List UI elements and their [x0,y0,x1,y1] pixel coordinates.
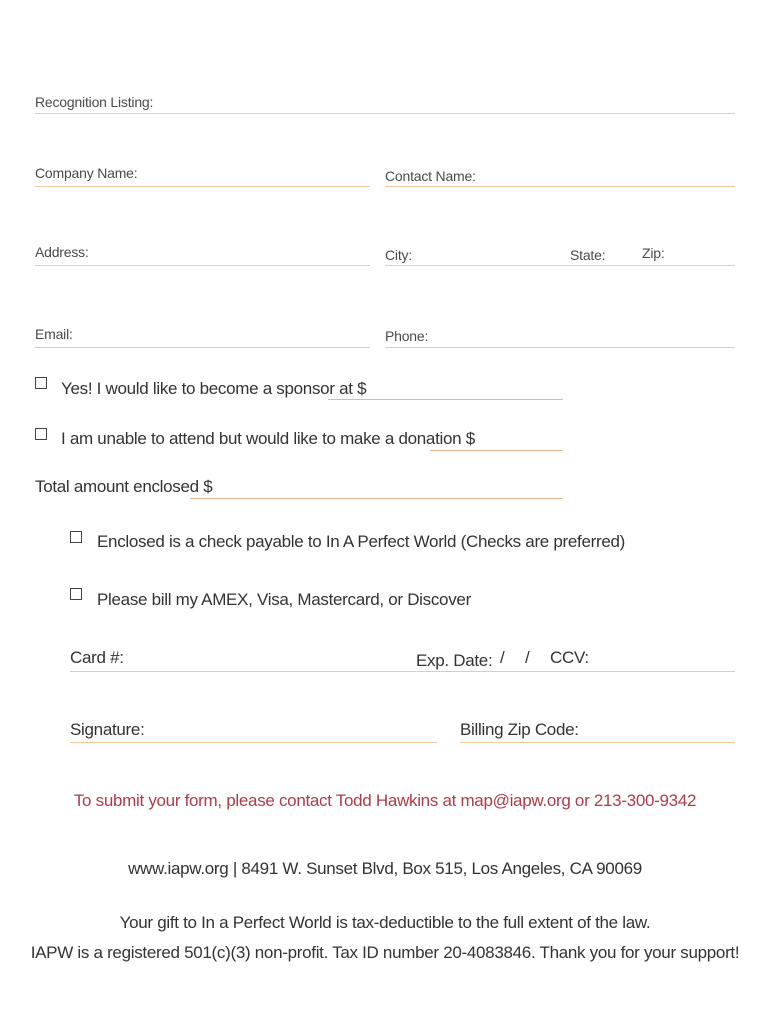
email-underline [35,347,370,348]
total-amount-input[interactable] [193,479,563,497]
check-label: Enclosed is a check payable to In A Perfect World (Checks are preferred) [97,532,626,551]
contact-name-label: Contact Name: [385,168,476,184]
nonprofit-line: IAPW is a registered 501(c)(3) non-profit. Tax ID number 20-4083846. Thank you for your support! [30,943,740,962]
email-input[interactable] [80,326,365,344]
donation-checkbox[interactable] [35,428,47,440]
address-line: www.iapw.org | 8491 W. Sunset Blvd, Box 515, Los Angeles, CA 90069 [128,859,642,878]
phone-underline [385,347,735,348]
email-label: Email: [35,326,73,342]
donation-label: I am unable to attend but would like to make a donation $ [61,429,475,448]
state-input[interactable] [605,246,637,264]
signature-underline [70,742,437,743]
company-name-underline [35,186,370,187]
billing-zip-underline [460,742,735,743]
recognition-listing-input[interactable] [145,94,735,112]
sponsor-amount-input[interactable] [330,380,563,398]
bill-card-checkbox[interactable] [70,588,82,600]
company-name-input[interactable] [130,165,365,183]
recognition-listing-label: Recognition Listing: [35,94,154,110]
donation-amount-underline [430,450,563,451]
tax-deductible-line: Your gift to In a Perfect World is tax-deductible to the full extent of the law. [119,913,651,932]
billing-zip-label: Billing Zip Code: [460,720,579,739]
check-checkbox[interactable] [70,531,82,543]
submit-note: To submit your form, please contact Todd Hawkins at map@iapw.org or 213-300-9342 [73,791,697,810]
state-label: State: [570,247,606,263]
card-number-label: Card #: [70,648,124,667]
donation-amount-input[interactable] [432,431,563,449]
signature-label: Signature: [70,720,145,739]
city-label: City: [385,247,413,263]
card-number-input[interactable] [125,650,405,668]
exp-date-separator-2: / [525,648,530,667]
ccv-label: CCV: [550,648,589,667]
card-row-underline [70,671,735,672]
sponsor-checkbox[interactable] [35,377,47,389]
address-underline [35,265,370,266]
billing-zip-input[interactable] [580,722,735,740]
zip-label: Zip: [642,245,665,261]
ccv-input[interactable] [590,650,735,668]
contact-name-underline [385,186,735,187]
signature-input[interactable] [145,722,437,740]
phone-input[interactable] [430,327,735,345]
address-label: Address: [35,244,89,260]
sponsor-amount-underline [328,399,563,400]
total-amount-underline [190,498,563,499]
sponsor-label: Yes! I would like to become a sponsor at $ [61,379,367,398]
contact-name-input[interactable] [470,167,735,185]
total-label: Total amount enclosed $ [35,477,213,496]
zip-input[interactable] [670,245,735,263]
phone-label: Phone: [385,328,429,344]
bill-card-label: Please bill my AMEX, Visa, Mastercard, or Discover [97,590,471,609]
company-name-label: Company Name: [35,165,138,181]
city-state-zip-underline [385,265,735,266]
recognition-listing-underline [35,113,735,114]
exp-date-label: Exp. Date: [416,651,493,670]
exp-date-separator-1: / [500,648,505,667]
city-input[interactable] [420,246,560,264]
address-input[interactable] [90,244,365,262]
